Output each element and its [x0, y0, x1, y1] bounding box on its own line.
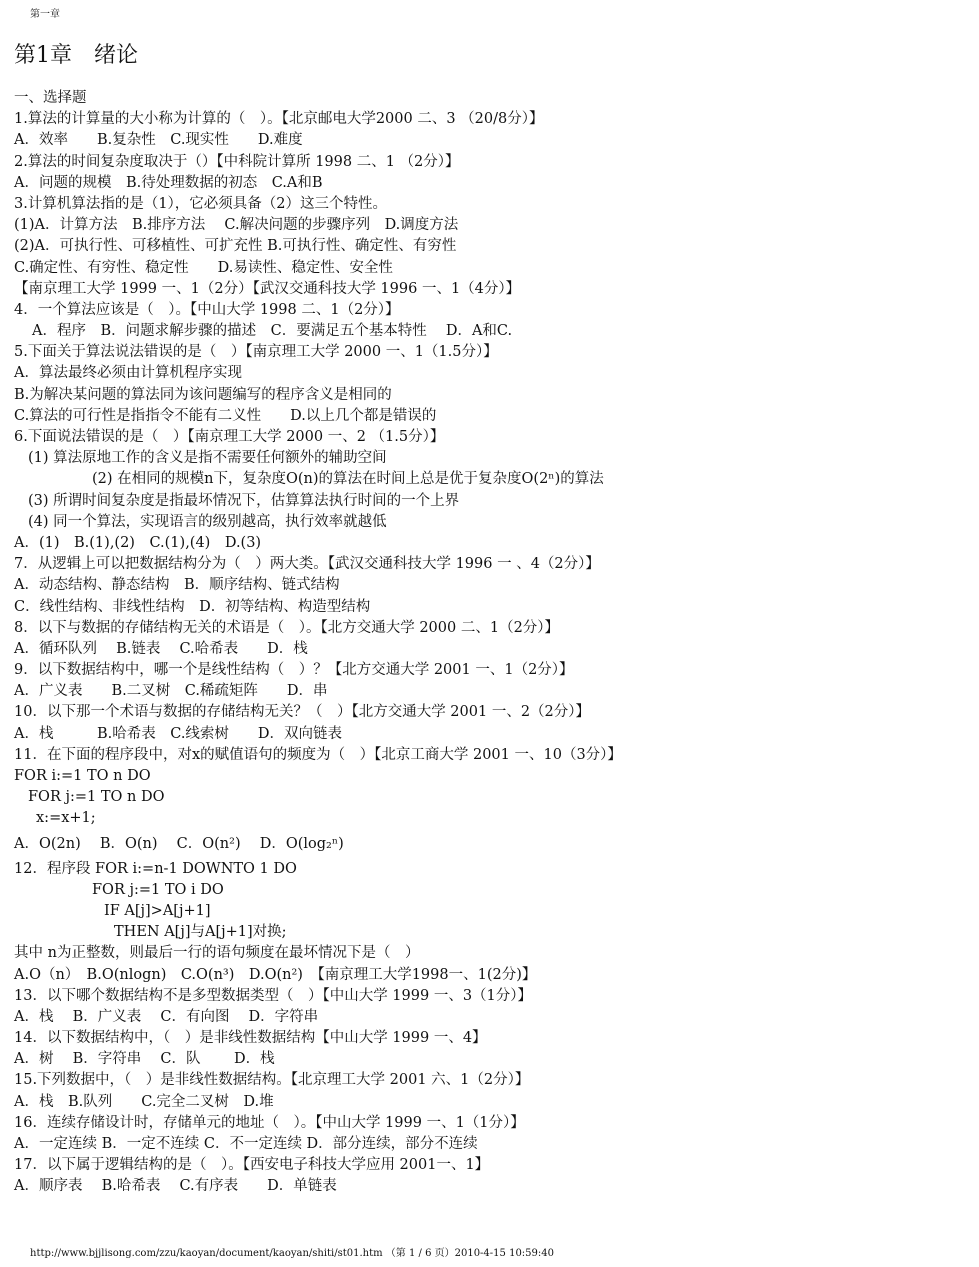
- text-line: A.O（n） B.O(nlogn) C.O(n³) D.O(n²) 【南京理工大学1998一、1(2分)】: [14, 966, 537, 983]
- question-list: [14, 88, 964, 1198]
- text-line: 17．以下属于逻辑结构的是（ ）。【西安电子科技大学应用 2001一、1】: [14, 1157, 490, 1174]
- text-line: 一、选择题: [14, 90, 87, 106]
- text-line: x:=x+1;: [36, 810, 96, 827]
- text-line: (1)A．计算方法 B.排序方法 C.解决问题的步骤序列 D.调度方法: [14, 217, 459, 234]
- page-footer: http://www.bjjlisong.com/zzu/kaoyan/document/kaoyan/shiti/st01.htm （第 1 / 6 页）2010-4-15 10:59:40: [30, 1248, 554, 1259]
- text-line: 【南京理工大学 1999 一、1（2分）【武汉交通科技大学 1996 一、1（4分）】: [14, 280, 521, 297]
- text-line: IF A[j]>A[j+1]: [104, 902, 211, 919]
- text-line: 16．连续存储设计时，存储单元的地址（ ）。【中山大学 1999 一、1（1分）】: [14, 1114, 525, 1131]
- text-line: 7．从逻辑上可以把数据结构分为（ ）两大类。【武汉交通科技大学 1996 一 、4（2分）】: [14, 556, 600, 573]
- text-line: 13．以下哪个数据结构不是多型数据类型（ ）【中山大学 1999 一、3（1分）】: [14, 987, 533, 1004]
- text-line: A．树 B．字符串 C．队 D．栈: [14, 1051, 275, 1068]
- text-line: A．问题的规模 B.待处理数据的初态 C.A和B: [14, 174, 323, 191]
- text-line: A．算法最终必须由计算机程序实现: [14, 365, 242, 382]
- text-line: 4．一个算法应该是（ ）。【中山大学 1998 二、1（2分）】: [14, 301, 400, 318]
- text-line: A．动态结构、静态结构 B．顺序结构、链式结构: [14, 577, 340, 594]
- text-line: 1.算法的计算量的大小称为计算的（ ）。【北京邮电大学2000 二、3 （20/8分）】: [14, 111, 544, 128]
- text-line: 2.算法的时间复杂度取决于（）【中科院计算所 1998 二、1 （2分）】: [14, 153, 460, 170]
- text-line: 3.计算机算法指的是（1），它必须具备（2）这三个特性。: [14, 195, 388, 212]
- text-line: 5.下面关于算法说法错误的是（ ）【南京理工大学 2000 一、1（1.5分）】: [14, 344, 498, 361]
- text-line: A．O(2n) B．O(n) C．O(n²) D．O(log₂ⁿ): [14, 835, 344, 852]
- text-line: 10．以下那一个术语与数据的存储结构无关？（ ）【北方交通大学 2001 一、2（2分）】: [14, 704, 591, 721]
- text-line: 8．以下与数据的存储结构无关的术语是（ ）。【北方交通大学 2000 二、1（2分）】: [14, 619, 560, 636]
- chapter-title: 第1章 绪论: [14, 43, 138, 68]
- text-line: 15.下列数据中，（ ）是非线性数据结构。【北京理工大学 2001 六、1（2分）】: [14, 1072, 530, 1089]
- text-line: A．(1) B.(1),(2) C.(1),(4) D.(3): [14, 534, 262, 551]
- text-line: FOR j:=1 TO i DO: [92, 881, 224, 898]
- text-line: A．栈 B.哈希表 C.线索树 D．双向链表: [14, 725, 343, 742]
- text-line: A．程序 B．问题求解步骤的描述 C．要满足五个基本特性 D．A和C.: [32, 323, 513, 340]
- text-line: A．顺序表 B.哈希表 C.有序表 D．单链表: [14, 1178, 337, 1195]
- text-line: A．效率 B.复杂性 C.现实性 D.难度: [14, 132, 303, 149]
- text-line: B.为解决某问题的算法同为该问题编写的程序含义是相同的: [14, 386, 392, 403]
- text-line: THEN A[j]与A[j+1]对换;: [114, 924, 287, 941]
- text-line: (1) 算法原地工作的含义是指不需要任何额外的辅助空间: [28, 450, 387, 467]
- text-line: A．栈 B．广义表 C．有向图 D．字符串: [14, 1008, 319, 1025]
- text-line: (2) 在相同的规模n下，复杂度O(n)的算法在时间上总是优于复杂度O(2ⁿ)的算法: [92, 471, 604, 488]
- text-line: 6.下面说法错误的是（ ）【南京理工大学 2000 一、2 （1.5分）】: [14, 429, 445, 445]
- text-line: FOR i:=1 TO n DO: [14, 768, 151, 784]
- text-line: (4) 同一个算法，实现语言的级别越高，执行效率就越低: [28, 513, 387, 530]
- text-line: 12．程序段 FOR i:=n-1 DOWNTO 1 DO: [14, 860, 297, 877]
- text-line: (3) 所谓时间复杂度是指最坏情况下，估算算法执行时间的一个上界: [28, 492, 460, 509]
- text-line: A．循环队列 B.链表 C.哈希表 D．栈: [14, 640, 308, 657]
- text-line: C.算法的可行性是指指令不能有二义性 D.以上几个都是错误的: [14, 407, 437, 424]
- text-line: A．一定连续 B．一定不连续 C．不一定连续 D．部分连续，部分不连续: [14, 1136, 478, 1152]
- text-line: FOR j:=1 TO n DO: [28, 789, 165, 806]
- text-line: C．线性结构、非线性结构 D．初等结构、构造型结构: [14, 598, 371, 615]
- text-line: (2)A．可执行性、可移植性、可扩充性 B.可执行性、确定性、有穷性: [14, 238, 457, 255]
- text-line: 9．以下数据结构中，哪一个是线性结构（ ）？【北方交通大学 2001 一、1（2分）】: [14, 662, 574, 679]
- text-line: C.确定性、有穷性、稳定性 D.易读性、稳定性、安全性: [14, 259, 393, 276]
- text-line: A．栈 B.队列 C.完全二叉树 D.堆: [14, 1093, 274, 1110]
- text-line: A．广义表 B.二叉树 C.稀疏矩阵 D．串: [14, 683, 328, 700]
- text-line: 其中 n为正整数，则最后一行的语句频度在最坏情况下是（ ）: [14, 945, 420, 962]
- page-header-tag: 第一章: [30, 9, 60, 20]
- text-line: 11．在下面的程序段中，对x的赋值语句的频度为（ ）【北京工商大学 2001 一、10（3分）】: [14, 746, 622, 763]
- text-line: 14．以下数据结构中，（ ）是非线性数据结构【中山大学 1999 一、4】: [14, 1030, 487, 1047]
